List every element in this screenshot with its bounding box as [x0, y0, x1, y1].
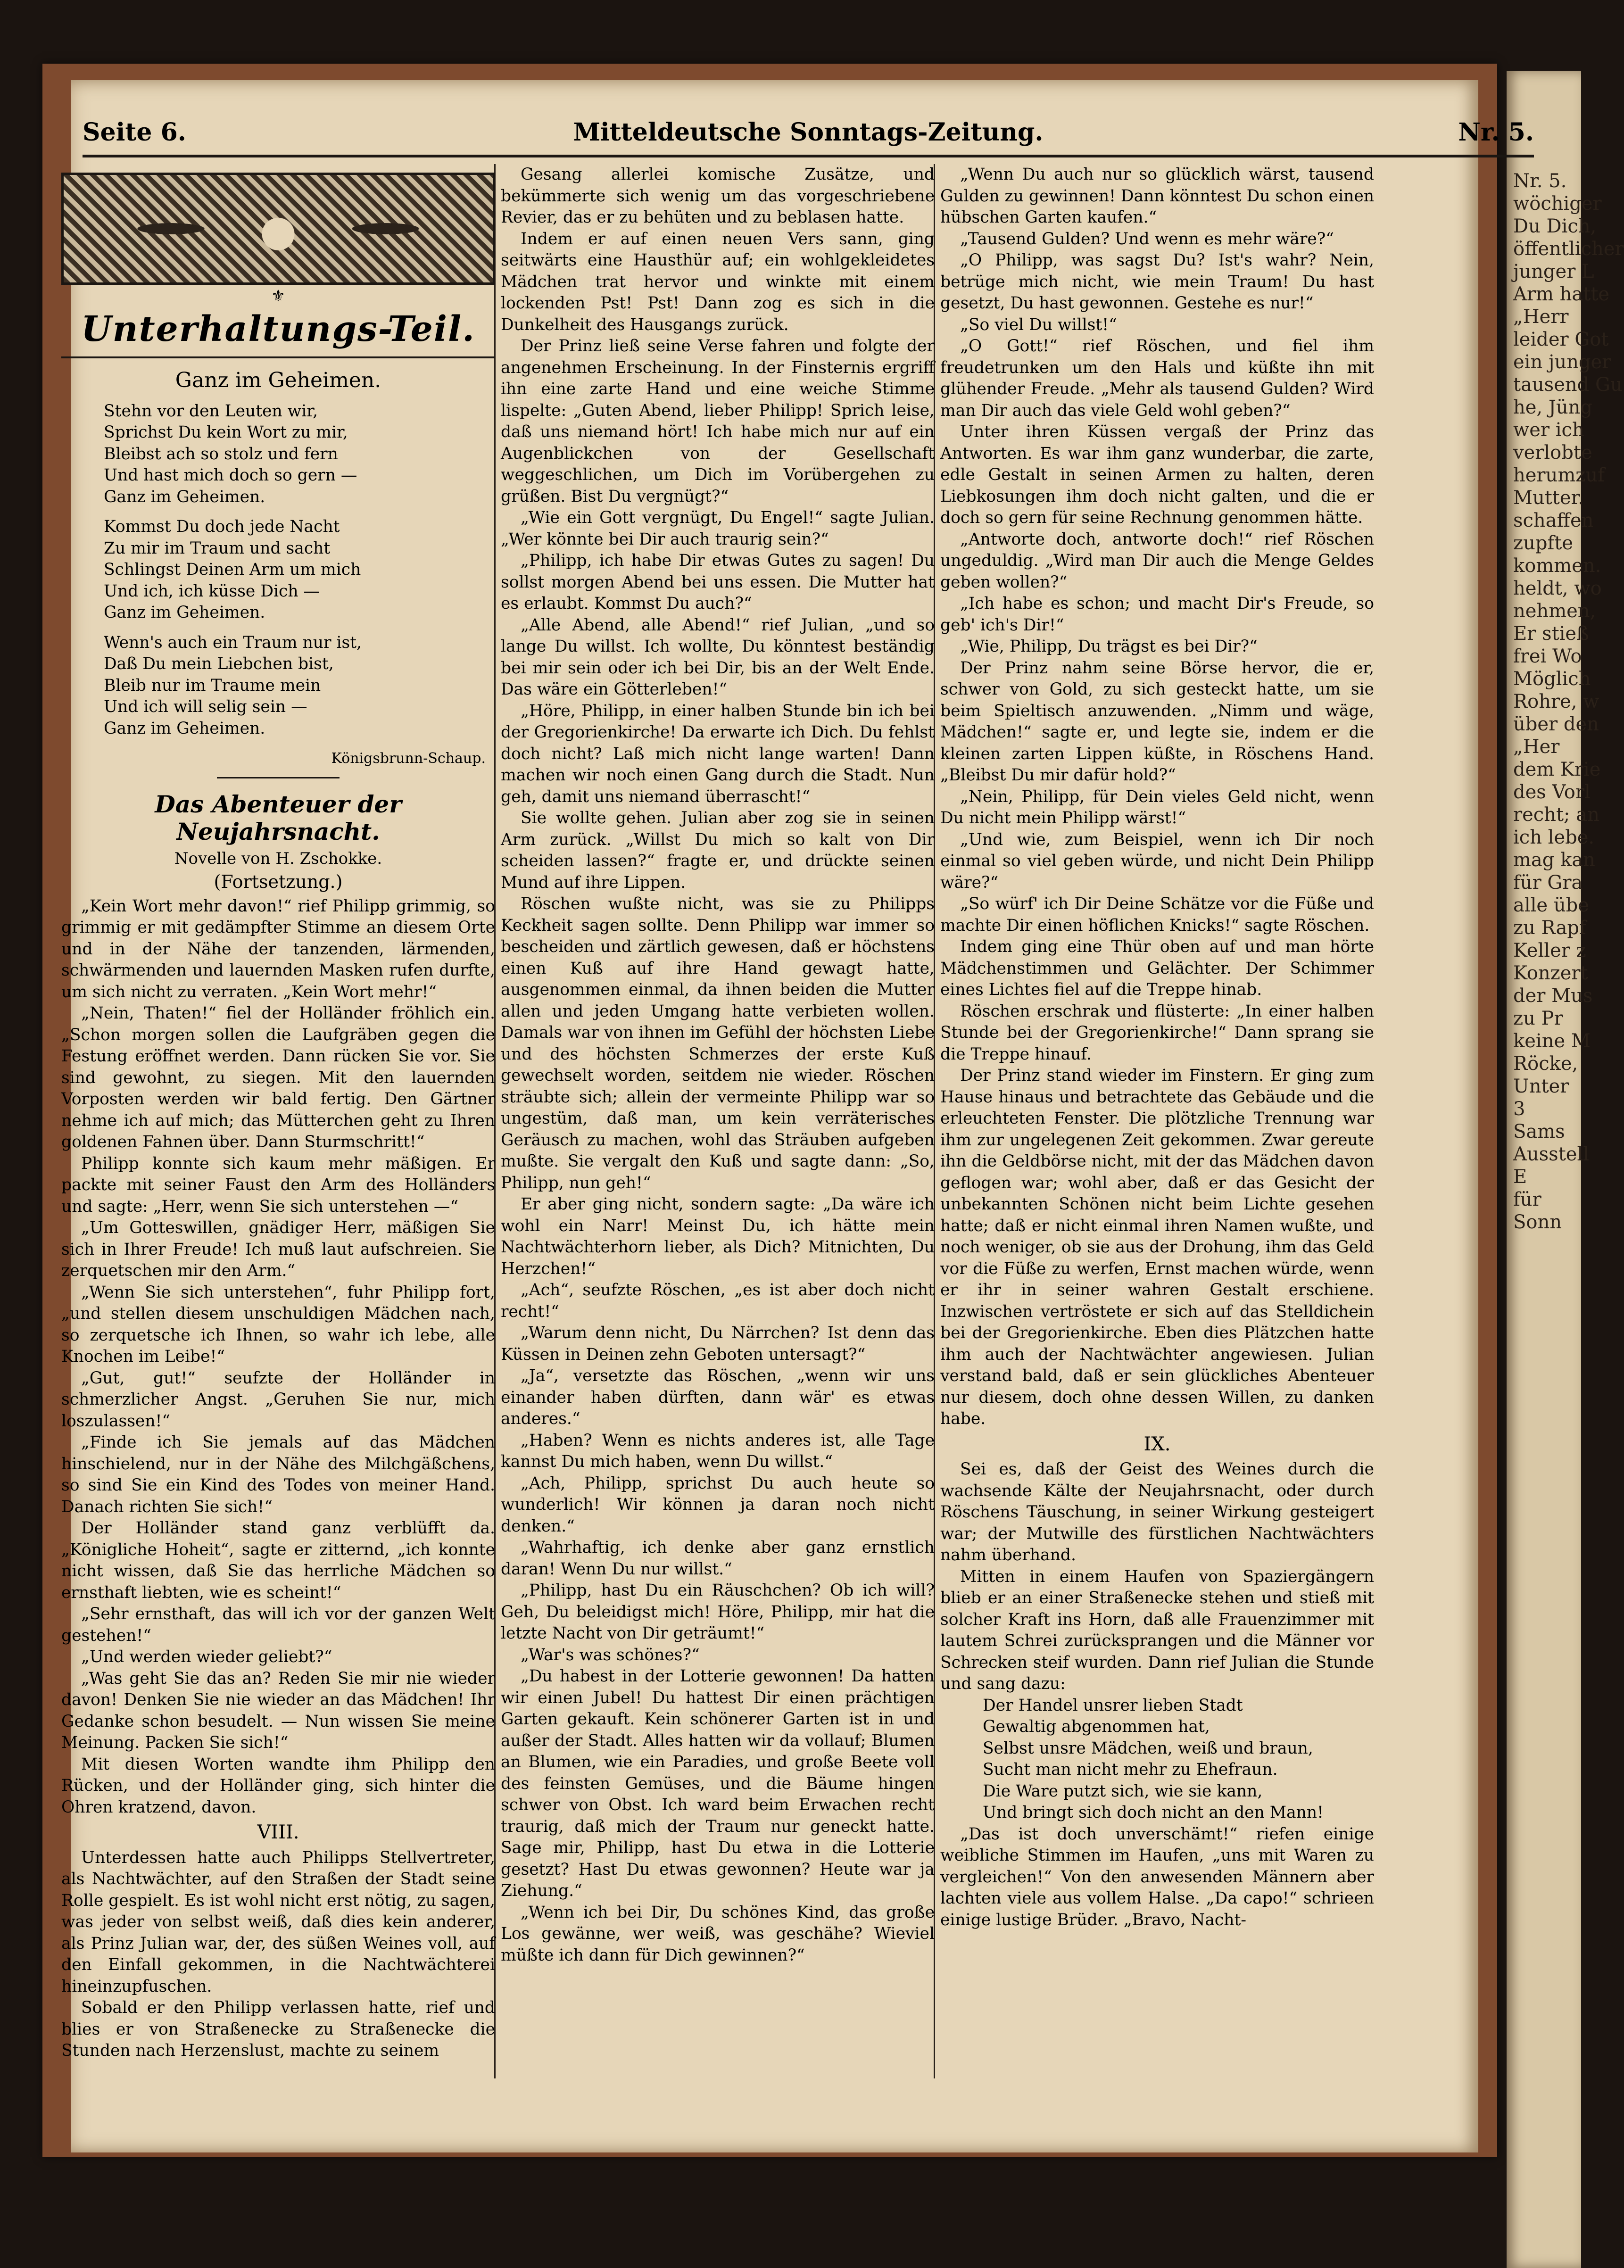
- paragraph: „Wenn Sie sich unterstehen“, fuhr Philipp fort, „und stellen diesem unschuldigen Mädchen nach, so zerquetsche ich Ihnen, so wahr ich lebe, alle Knochen im Leibe!“: [61, 1283, 495, 1366]
- paragraph: Unterdessen hatte auch Philipps Stellvertreter, als Nachtwächter, auf den Straßen der Stadt seine Rolle gespielt. Es ist wohl nicht erst nötig, zu sagen, was jeder von selbst weiß, daß dies kein anderer, als Prinz Julian war, der, des süßen Weines voll, auf den Einfall gekommen, in die Nachtwächterei hineinzupfuschen.: [61, 1848, 495, 1996]
- paragraph: „Ja“, versetzte das Röschen, „wenn wir uns einander haben dürften, dann wär' es etwas anderes.“: [501, 1366, 935, 1428]
- adjacent-page-fragment: Ausstell: [1513, 1143, 1590, 1165]
- poem-line: Daß Du mein Liebchen bist,: [104, 654, 334, 673]
- story-text-col1-cont: [61, 1847, 495, 2062]
- paragraph: Mit diesen Worten wandte ihm Philipp den Rücken, und der Holländer ging, sich hinter die Ohren kratzend, davon.: [61, 1755, 495, 1817]
- adjacent-page-fragment: herumzuf: [1513, 464, 1605, 486]
- song-line: Der Handel unsrer lieben Stadt: [983, 1696, 1243, 1715]
- adjacent-page-fragment: Möglich: [1513, 668, 1591, 690]
- paragraph: Der Holländer stand ganz verblüfft da. „Königliche Hoheit“, sagte er zitternd, „ich konnte nicht wissen, daß Sie das herrliche Mädchen so ernsthaft liebten, wie es scheint!“: [61, 1519, 495, 1602]
- paragraph: „Wie ein Gott vergnügt, Du Engel!“ sagte Julian. „Wer könnte bei Dir auch traurig sein?“: [501, 508, 935, 549]
- poem-line: Kommst Du doch jede Nacht: [104, 517, 340, 536]
- adjacent-page-fragment: junger L: [1513, 261, 1594, 282]
- adjacent-page-fragment: Röcke,: [1513, 1053, 1578, 1075]
- paragraph: Sobald er den Philipp verlassen hatte, rief und blies er von Straßenecke zu Straßenecke die Stunden nach Herzenslust, machte zu seinem: [61, 1998, 495, 2060]
- paragraph: „Haben? Wenn es nichts anderes ist, alle Tage kannst Du mich haben, wenn Du willst.“: [501, 1431, 935, 1471]
- adjacent-page-fragment: Nr. 5.: [1513, 170, 1567, 192]
- paragraph: „Alle Abend, alle Abend!“ rief Julian, „und so lange Du willst. Ich wollte, Du könntest beständig bei mir sein oder ich bei Dir, bis an der Welt Ende. Das wäre ein Götterleben!“: [501, 615, 935, 699]
- paragraph: Der Prinz ließ seine Verse fahren und folgte der angenehmen Erscheinung. In der Finsternis ergriff ihn eine zarte Hand und eine weiche Stimme lispelte: „Guten Abend, lieber Philipp! Sprich leise, daß uns niemand hört! Ich habe mich nur auf ein Augenblickchen von der Gesellschaft weggeschlichen, um Dich im Vorübergehen zu grüßen. Bist Du vergnügt?“: [501, 337, 935, 506]
- ornament-flourish: ⚜: [271, 287, 286, 306]
- paragraph: Mitten in einem Haufen von Spaziergängern blieb er an einer Straßenecke stehen und stieß mit solcher Kraft ins Horn, daß alle Frauenzimmer mit lautem Schrei zurücksprangen und die Männer vor Schrecken steif wurden. Dann rief Julian die Stunde und sang dazu:: [940, 1567, 1374, 1693]
- paragraph: Sei es, daß der Geist des Weines durch die wachsende Kälte der Neujahrsnacht, oder durch Röschens Täuschung, in seiner Wirkung gesteigert war; der Mutwille des fürstlichen Nachtwächters nahm überhand.: [940, 1460, 1374, 1564]
- story-title: Das Abenteuer der Neujahrsnacht.: [155, 790, 402, 845]
- section-title: Unterhaltungs-Teil.: [81, 309, 475, 349]
- adjacent-page-fragment: Rohre, w: [1513, 691, 1599, 712]
- chapter-heading: IX.: [1143, 1433, 1171, 1455]
- paragraph: „Und werden wieder geliebt?“: [81, 1647, 332, 1666]
- paragraph: „Wie, Philipp, Du trägst es bei Dir?“: [960, 637, 1258, 656]
- watchman-song: [940, 1695, 1374, 1824]
- paragraph: „Und wie, zum Beispiel, wenn ich Dir noch einmal so viel geben würde, und nicht Dein Philipp wäre?“: [940, 830, 1374, 892]
- poem-title: Ganz im Geheimen.: [175, 368, 381, 392]
- adjacent-page-fragment: nehmen,: [1513, 600, 1596, 622]
- paragraph: „Ach“, seufzte Röschen, „es ist aber doch nicht recht!“: [501, 1281, 935, 1321]
- paragraph: „Finde ich Sie jemals auf das Mädchen hinschielend, nur in der Nähe des Milchgäßchens, so sind Sie ein Kind des Todes von meiner Hand. Danach richten Sie sich!“: [61, 1433, 495, 1516]
- song-line: Die Ware putzt sich, wie sie kann,: [983, 1781, 1263, 1801]
- poem-line: Ganz im Geheimen.: [104, 603, 265, 622]
- adjacent-page-fragment: frei Wo: [1513, 646, 1582, 667]
- poem-line: Bleibst ach so stolz und fern: [104, 444, 338, 464]
- adjacent-page-edge: [1507, 71, 1624, 2268]
- paragraph: „Wenn Du auch nur so glücklich wärst, tausend Gulden zu gewinnen! Dann könntest Du schon einen hübschen Garten kaufen.“: [940, 165, 1374, 227]
- paragraph: „Wahrhaftig, ich denke aber ganz ernstlich daran! Wenn Du nur willst.“: [501, 1538, 935, 1579]
- adjacent-page-fragment: wer ich: [1513, 419, 1584, 441]
- paragraph: „Du habest in der Lotterie gewonnen! Da hatten wir einen Jubel! Du hattest Dir einen prächtigen Garten gekauft. Kein schönerer Garten ist in und außer der Stadt. Alles hatten wir da vollauf; Blumen an Blumen, wie ein Paradies, und große Beete voll des feinsten Gemüses, und die Bäume hingen schwer von Obst. Ich ward beim Erwachen recht traurig, daß mich der Traum nur geneckt hatte. Sage mir, Philipp, hast Du etwa in die Lotterie gesetzt? Hast Du etwas gewonnen? Heute war ja Ziehung.“: [501, 1667, 935, 1900]
- poem-line: Und ich, ich küsse Dich —: [104, 581, 320, 601]
- adjacent-page-fragment: tausend Gu: [1513, 374, 1623, 396]
- paragraph: „Philipp, hast Du ein Räuschchen? Ob ich will? Geh, Du beleidigst mich! Höre, Philipp, mir hat die letzte Nacht von Dir geträumt!“: [501, 1581, 935, 1643]
- paragraph: „Nein, Thaten!“ fiel der Holländer fröhlich ein. „Schon morgen sollen die Laufgräben gegen die Festung eröffnet werden. Dann rücken Sie vor. Sie sind gewohnt, zu siegen. Mit den lauernden Vorposten werden wir bald fertig. Den Gärtner nehme ich auf mich; das Mütterchen geht zu Ihren goldenen Fahnen über. Dann Sturmschritt!“: [61, 1004, 495, 1151]
- paragraph: „Nein, Philipp, für Dein vieles Geld nicht, wenn Du nicht mein Philipp wärst!“: [940, 787, 1374, 828]
- paragraph: Röschen erschrak und flüsterte: „In einer halben Stunde bei der Gregorienkirche!“ Dann sprang sie die Treppe hinauf.: [940, 1002, 1374, 1064]
- separator-rule: [217, 777, 340, 778]
- adjacent-page-fragment: „Herr: [1513, 306, 1569, 328]
- adjacent-page-fragment: schaffen: [1513, 510, 1594, 531]
- paragraph: „O Gott!“ rief Röschen, und fiel ihm freudetrunken um den Hals und küßte ihn mit glühender Freude. „Mehr als tausend Gulden? Wird man Dir auch das viele Geld wohl geben?“: [940, 337, 1374, 420]
- adjacent-page-fragment: ich lebe.: [1513, 827, 1595, 848]
- chapter-heading: VIII.: [257, 1821, 299, 1843]
- page-number: Seite 6.: [83, 118, 186, 147]
- paragraph: Philipp konnte sich kaum mehr mäßigen. Er packte mit seiner Faust den Arm des Holländers und sagte: „Herr, wenn Sie sich unterstehen —“: [61, 1154, 495, 1216]
- column-1: [61, 164, 495, 2062]
- paragraph: Der Prinz stand wieder im Finstern. Er ging zum Hause hinaus und betrachtete das Gebäude und die erleuchteten Fenster. Die plötzliche Trennung war ihm zur ungelegenen Zeit gekommen. Zwar gereute ihn die Geldbörse nicht, mit der das Mädchen davon geflogen war; wohl aber, daß er das Gesicht der unbekannten Schönen nicht beim Lichte gesehen hatte; daß er nicht einmal ihren Namen wußte, und noch weniger, ob sie aus der Drohung, ihm das Geld vor die Füße zu werfen, Ernst machen würde, wenn er ihr in seiner wahren Gestalt erschiene. Inzwischen vertröstete er sich auf das Stelldichein bei der Gregorienkirche. Eben dies Plätzchen hatte ihm auch der Nachtwächter angewiesen. Julian verstand bald, daß er sein glückliches Abenteuer nur diesem, doch ohne dessen Willen, zu danken habe.: [940, 1066, 1374, 1428]
- song-line: Gewaltig abgenommen hat,: [983, 1717, 1210, 1736]
- adjacent-page-fragment: Sonn: [1513, 1211, 1562, 1233]
- adjacent-page-fragment: über den: [1513, 713, 1599, 735]
- poem-stanza: [104, 632, 495, 740]
- adjacent-page-fragment: he, Jüng: [1513, 397, 1593, 418]
- adjacent-page-fragment: zu Rapf: [1513, 917, 1586, 939]
- adjacent-page-fragment: keine M: [1513, 1030, 1591, 1052]
- paragraph: Indem ging eine Thür oben auf und man hörte Mädchenstimmen und Gelächter. Der Schimmer eines Lichtes fiel auf die Treppe hinab.: [940, 937, 1374, 999]
- poem-line: Und hast mich doch so gern —: [104, 466, 357, 485]
- story-author: Novelle von H. Zschokke.: [174, 849, 382, 868]
- issue-number: Nr. 5.: [1458, 118, 1534, 147]
- adjacent-page-fragment: leider Got: [1513, 329, 1609, 350]
- paragraph: „So würf' ich Dir Deine Schätze vor die Füße und machte Dir einen höflichen Knicks!“ sagte Röschen.: [940, 894, 1374, 935]
- newspaper-title: Mitteldeutsche Sonntags-Zeitung.: [573, 118, 1044, 147]
- song-line: Selbst unsre Mädchen, weiß und braun,: [983, 1738, 1313, 1758]
- poem-line: Und ich will selig sein —: [104, 697, 307, 716]
- song-line: Und bringt sich doch nicht an den Mann!: [983, 1803, 1324, 1822]
- adjacent-page-fragment: ein junger: [1513, 351, 1611, 373]
- adjacent-page-fragment: für: [1513, 1189, 1541, 1210]
- story-text-col3-cont: [940, 1459, 1374, 1695]
- paragraph: „Philipp, ich habe Dir etwas Gutes zu sagen! Du sollst morgen Abend bei uns essen. Die Mutter hat es erlaubt. Kommst Du auch?“: [501, 551, 935, 613]
- page-header: [83, 118, 1534, 151]
- paragraph: „Das ist doch unverschämt!“ riefen einige weibliche Stimmen im Haufen, „uns mit Waren zu vergleichen!“ Von den anwesenden Männern aber lachten viele aus vollem Halse. „Da capo!“ schrieen einige lustige Brüder. „Bravo, Nacht-: [940, 1824, 1374, 1929]
- ornamental-vignette: [61, 173, 495, 285]
- poem-line: Sprichst Du kein Wort zu mir,: [104, 423, 348, 442]
- poem-line: Schlingst Deinen Arm um mich: [104, 560, 361, 579]
- poem: [61, 401, 495, 740]
- paragraph: „War's was schönes?“: [521, 1645, 700, 1664]
- adjacent-page-fragment: „Her: [1513, 736, 1560, 758]
- paragraph: Gesang allerlei komische Zusätze, und bekümmerte sich wenig um das vorgeschriebene Revier, das er zu behüten und zu beblasen hatte.: [501, 165, 935, 227]
- adjacent-page-fragment: recht; an: [1513, 804, 1599, 826]
- story-text-col2: [501, 164, 935, 1966]
- adjacent-page-fragment: Er stieß: [1513, 623, 1589, 645]
- paragraph: „Was geht Sie das an? Reden Sie mir nie wieder davon! Denken Sie nie wieder an das Mädchen! Ihr Gedanke schon besudelt. — Nun wissen Sie meine Meinung. Packen Sie sich!“: [61, 1669, 495, 1752]
- adjacent-page-fragment: der Mus: [1513, 985, 1593, 1007]
- column-3: [940, 164, 1374, 1931]
- poem-line: Ganz im Geheimen.: [104, 487, 265, 506]
- adjacent-page-fragment: öffentlicher: [1513, 238, 1624, 260]
- adjacent-page-fragment: Du Dich,: [1513, 215, 1597, 237]
- paragraph: „Warum denn nicht, Du Närrchen? Ist denn das Küssen in Deinen zehn Geboten untersagt?“: [501, 1324, 935, 1364]
- adjacent-page-fragment: Sams: [1513, 1121, 1565, 1142]
- paragraph: „Antworte doch, antworte doch!“ rief Röschen ungeduldig. „Wird man Dir auch die Menge Geldes geben wollen?“: [940, 530, 1374, 592]
- paragraph: „Ich habe es schon; und macht Dir's Freude, so geb' ich's Dir!“: [940, 594, 1374, 635]
- poem-line: Zu mir im Traum und sacht: [104, 538, 331, 558]
- adjacent-page-fragment: wöchiger: [1513, 193, 1602, 215]
- paragraph: „Gut, gut!“ seufzte der Holländer in schmerzlicher Angst. „Geruhen Sie nur, mich loszulassen!“: [61, 1368, 495, 1431]
- story-continuation-note: (Fortsetzung.): [214, 871, 343, 892]
- column-2: [501, 164, 935, 1966]
- adjacent-page-fragment: alle übe: [1513, 894, 1589, 916]
- story-text-col3: [940, 164, 1374, 1430]
- adjacent-page-fragment: des Vorl: [1513, 781, 1591, 803]
- adjacent-page-fragment: Konzert: [1513, 962, 1588, 984]
- paragraph: Sie wollte gehen. Julian aber zog sie in seinen Arm zurück. „Willst Du mich so kalt von Dir scheiden lassen?“ fragte er, und drückte seinen Mund auf ihre Lippen.: [501, 809, 935, 892]
- adjacent-page-fragment: mag kan: [1513, 849, 1595, 871]
- paragraph: „Wenn ich bei Dir, Du schönes Kind, das große Los gewänne, wer weiß, was geschähe? Wieviel müßte ich dann für Dich gewinnen?“: [501, 1903, 935, 1965]
- adjacent-page-fragment: Arm hatte: [1513, 283, 1610, 305]
- paragraph: Unter ihren Küssen vergaß der Prinz das Antworten. Es war ihm ganz wunderbar, die zarte, edle Gestalt in seinen Armen zu halten, deren Liebkosungen ihm doch nicht galten, und die er doch so gern für seine Rechnung genommen hätte.: [940, 422, 1374, 527]
- story-text-col3-end: [940, 1824, 1374, 1931]
- adjacent-page-fragment: E: [1513, 1166, 1527, 1188]
- paragraph: Röschen wußte nicht, was sie zu Philipps Keckheit sagen sollte. Denn Philipp war immer so bescheiden und zärtlich gewesen, daß er höchstens einen Kuß auf ihre Hand gewagt hatte, ausgenommen einmal, da ihnen beiden die Mutter allen und jeden Umgang hatte verbieten wollen. Damals war von ihnen im Gefühl der höchsten Liebe und des höchsten Schmerzes der erste Kuß gewechselt worden, seitdem nie wieder. Röschen sträubte sich; allein der vermeinte Philipp war so ungestüm, daß man, um kein verräterisches Geräusch zu machen, wohl das Sträuben aufgeben mußte. Sie vergalt den Kuß und sagte dann: „So, Philipp, nun geh!“: [501, 894, 935, 1192]
- adjacent-page-fragment: Mutter.: [1513, 487, 1584, 509]
- poem-stanza: [104, 516, 495, 624]
- adjacent-page-fragment: für Gra: [1513, 872, 1583, 894]
- section-rule: [61, 356, 495, 358]
- adjacent-page-fragment: verlobte: [1513, 442, 1592, 464]
- poem-line: Stehn vor den Leuten wir,: [104, 401, 318, 421]
- adjacent-page-fragment: zupfte: [1513, 532, 1573, 554]
- adjacent-page-fragment: zu Pr: [1513, 1008, 1563, 1029]
- song-line: Sucht man nicht mehr zu Ehefraun.: [983, 1760, 1278, 1779]
- poem-stanza: [104, 401, 495, 508]
- adjacent-page-fragment: Keller z: [1513, 940, 1586, 961]
- paragraph: „Höre, Philipp, in einer halben Stunde bin ich bei der Gregorienkirche! Da erwarte ich Dich. Du fehlst doch nicht? Laß mich nicht lange warten! Dann machen wir noch einen Gang durch die Stadt. Nun geh, damit uns niemand überrascht!“: [501, 701, 935, 806]
- header-rule: [83, 155, 1534, 157]
- paragraph: „Um Gotteswillen, gnädiger Herr, mäßigen Sie sich in Ihrer Freude! Ich muß laut aufschreien. Sie zerquetschen mir den Arm.“: [61, 1218, 495, 1280]
- paragraph: „O Philipp, was sagst Du? Ist's wahr? Nein, betrüge mich nicht, wie mein Traum! Du hast gesetzt, Du hast gewonnen. Gestehe es nur!“: [940, 251, 1374, 313]
- story-text-col1: [61, 896, 495, 1819]
- paragraph: Er aber ging nicht, sondern sagte: „Da wäre ich wohl ein Narr! Meinst Du, ich hätte mein Nachtwächterhorn lieber, als Dich? Mitnichten, Du Herzchen!“: [501, 1195, 935, 1278]
- paragraph: Der Prinz nahm seine Börse hervor, die er, schwer von Gold, zu sich gesteckt hatte, um sie beim Spieltisch anzuwenden. „Nimm und wäge, Mädchen!“ sagte er, und legte sie, indem er die kleinen zarten Lippen küßte, in Röschens Hand. „Bleibst Du mir dafür hold?“: [940, 658, 1374, 785]
- poem-line: Ganz im Geheimen.: [104, 719, 265, 738]
- poem-line: Bleib nur im Traume mein: [104, 676, 321, 695]
- adjacent-page-fragment: 3: [1513, 1098, 1525, 1120]
- paragraph: „Kein Wort mehr davon!“ rief Philipp grimmig, so grimmig er mit gedämpfter Stimme an diesem Orte und in der Nähe der tanzenden, lärmenden, schwärmenden und lauernden Masken rufen durfte, um sich nicht zu verraten. „Kein Wort mehr!“: [61, 896, 495, 1002]
- poem-line: Wenn's auch ein Traum nur ist,: [104, 633, 362, 652]
- paragraph: „Tausend Gulden? Und wenn es mehr wäre?“: [960, 229, 1334, 248]
- paragraph: „Ach, Philipp, sprichst Du auch heute so wunderlich! Wir können ja daran noch nicht denken.“: [501, 1473, 935, 1536]
- adjacent-page-fragment: heldt, wo: [1513, 578, 1602, 599]
- adjacent-page-fragment: kommen.: [1513, 555, 1601, 577]
- adjacent-page-fragment: dem Krie: [1513, 759, 1601, 780]
- paragraph: „Sehr ernsthaft, das will ich vor der ganzen Welt gestehen!“: [61, 1605, 495, 1645]
- paragraph: „So viel Du willst!“: [960, 315, 1117, 334]
- paragraph: Indem er auf einen neuen Vers sann, ging seitwärts eine Hausthür auf; ein wohlgekleidetes Mädchen trat hervor und winkte mit einem lockenden Pst! Pst! Dann zog es sich in die Dunkelheit des Hausgangs zurück.: [501, 229, 935, 334]
- adjacent-page-fragment: Unter: [1513, 1076, 1569, 1097]
- poem-author: Königsbrunn-Schaup.: [331, 750, 486, 767]
